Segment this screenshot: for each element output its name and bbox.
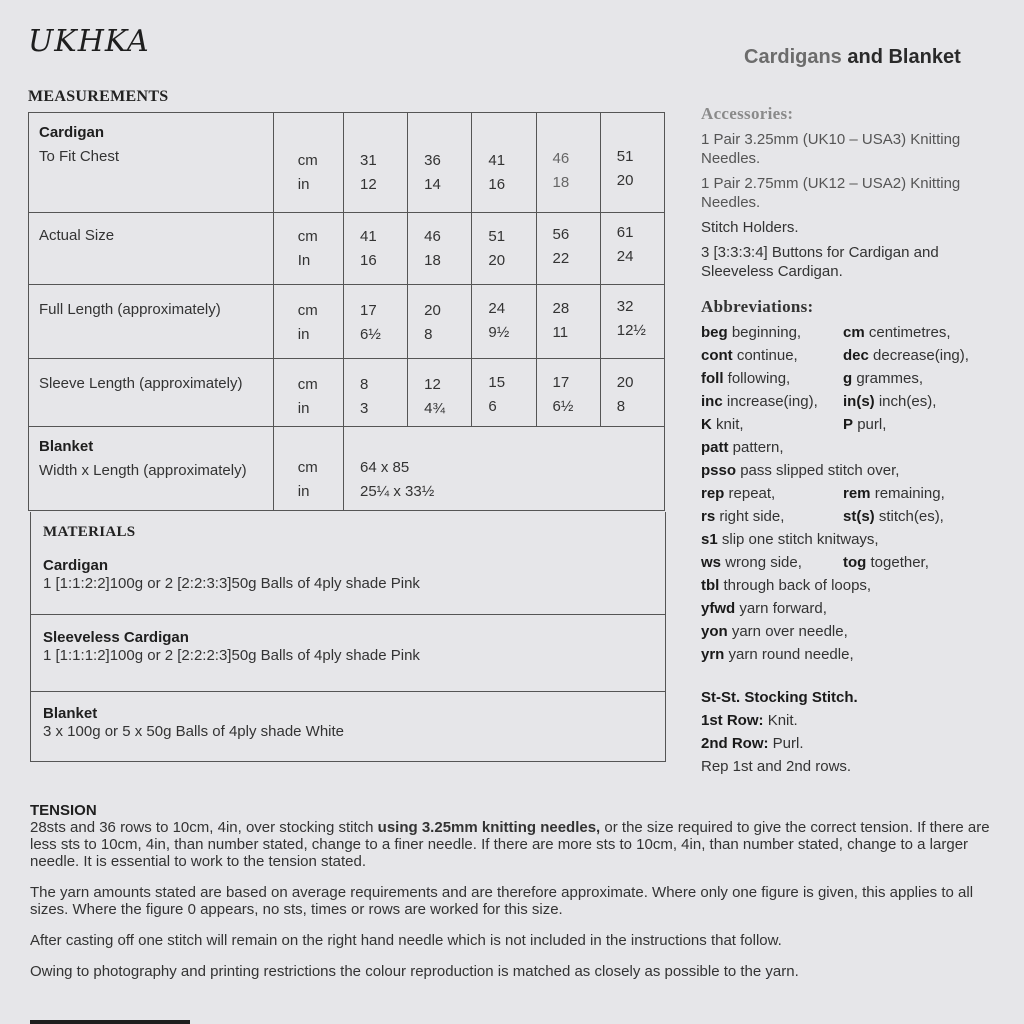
abbr-term: beg [701,324,728,341]
abbr-definition: knit, [716,416,744,433]
abbreviation-row [701,505,1001,528]
row-label [29,213,274,285]
material-title: Blanket [43,705,98,722]
tension-text: 28sts and 36 rows to 10cm, 4in, over stocking stitch [30,819,378,836]
accessory-item: 1 Pair 2.75mm (UK12 – USA2) Knitting Needles. [701,175,961,211]
accessory-item: 3 [3:3:3:4] Buttons for Cardigan and Sleeveless Cardigan. [701,244,939,280]
yarn-amount-note: The yarn amounts stated are based on average requirements and are therefore approximate. Where only one figure is given, this applies to all sizes. Where the figure 0 appears, no sts, times or rows are worked for this size. [30,884,974,918]
value-cm: 46 [424,228,441,245]
table-row [29,359,665,427]
value-cm: 31 [359,152,377,169]
abbr-term: g [843,370,853,387]
value-cm: 41 [488,152,506,169]
accessories-heading: Accessories: [701,104,794,123]
accessory-item: Stitch Holders. [701,219,799,236]
value-in: 12 [359,176,377,193]
abbr-definition: yarn round needle, [728,646,854,663]
abbreviation-row [701,574,1001,597]
unit-in: in [297,400,310,417]
unit-in: In [297,252,311,269]
value-cm: 20 [616,374,634,391]
row1-label: 1st Row: [701,712,764,729]
abbr-term: P [843,416,854,433]
abbr-definition: yarn forward, [739,600,827,617]
abbreviation-row [701,390,1001,413]
value-cell [408,113,472,213]
unit-cell [273,213,343,285]
value-cell [408,285,472,359]
abbr-term: yfwd [701,600,736,617]
value-cm: 51 [488,228,506,245]
abbr-definition: repeat, [728,485,776,502]
unit-in: in [297,483,310,500]
value-in: 16 [359,252,377,269]
value-in: 25¼ x 33½ [359,483,435,500]
value-cell [600,285,664,359]
abbr-term: yrn [701,646,725,663]
value-cell [343,427,664,511]
unit-cell [273,427,343,511]
value-in: 3 [359,400,369,417]
document-title-part1: Cardigans [744,46,842,68]
abbr-term: rs [701,508,716,525]
abbr-definition: inch(es), [878,393,937,410]
brand-logo: UKHKA [28,24,150,59]
abbr-definition: together, [870,554,929,571]
value-cell [343,113,407,213]
abbr-term: in(s) [843,393,875,410]
row-label-bold: Cardigan [39,124,105,141]
value-in: 8 [424,326,433,343]
row-label [29,113,274,213]
abbr-term: cont [701,347,733,364]
abbr-definition: slip one stitch knitways, [721,531,879,548]
abbreviation-row [701,482,1001,505]
value-cell [536,213,600,285]
measurements-heading: MEASUREMENTS [28,88,169,105]
row-label-text: Actual Size [39,227,115,244]
value-in: 6½ [552,398,574,415]
measurements-table [28,112,665,511]
value-cm: 12 [424,376,441,393]
abbr-definition: through back of loops, [723,577,872,594]
value-cm: 20 [424,302,441,319]
materials-section [31,692,665,762]
abbr-definition: continue, [736,347,798,364]
value-in: 18 [552,174,570,191]
value-cell [536,285,600,359]
value-cm: 64 x 85 [359,459,410,476]
value-in: 9½ [488,324,510,341]
abbr-definition: decrease(ing), [873,347,969,364]
abbr-term: tbl [701,577,720,594]
abbr-term: patt [701,439,729,456]
footer-rule [30,1020,190,1024]
tension-paragraph [30,819,990,870]
material-text: 1 [1:1:1:2]100g or 2 [2:2:2:3]50g Balls of 4ply shade Pink [43,647,420,664]
unit-cm: cm [297,152,318,169]
value-in: 18 [424,252,441,269]
unit-in: in [297,176,310,193]
value-cm: 17 [359,302,377,319]
row-label-bold: Blanket [39,438,94,455]
abbr-definition: beginning, [731,324,802,341]
abbr-definition: remaining, [874,485,945,502]
unit-cm: cm [297,228,318,245]
value-cm: 36 [424,152,441,169]
value-in: 6 [488,398,497,415]
abbr-term: cm [843,324,865,341]
abbr-definition: increase(ing), [726,393,818,410]
value-in: 6½ [359,326,381,343]
abbreviation-row [701,643,1001,666]
abbr-term: rem [843,485,871,502]
row-label-text: Full Length (approximately) [39,301,221,318]
abbreviation-row [701,413,1001,436]
abbr-definition: centimetres, [868,324,951,341]
abbr-definition: pass slipped stitch over, [740,462,900,479]
abbr-definition: wrong side, [725,554,802,571]
abbreviation-row [701,344,1001,367]
right-column [701,104,1001,778]
abbr-term: st(s) [843,508,875,525]
value-cell [408,213,472,285]
value-cm: 46 [552,150,570,167]
row1-text: Knit. [767,712,798,729]
materials-box [30,512,666,762]
value-cm: 61 [616,224,634,241]
value-cell [472,359,536,427]
row-label [29,285,274,359]
document-title [744,46,961,69]
value-in: 20 [616,172,634,189]
abbr-term: inc [701,393,723,410]
abbr-term: ws [701,554,722,571]
abbreviation-row [701,620,1001,643]
value-in: 20 [488,252,506,269]
material-title: Sleeveless Cardigan [43,629,189,646]
table-row [29,113,665,213]
value-in: 8 [616,398,626,415]
materials-section [31,512,665,615]
value-cm: 28 [552,300,570,317]
abbreviation-row [701,597,1001,620]
row2-text: Purl. [772,735,804,752]
abbr-term: s1 [701,531,718,548]
unit-in: in [297,326,310,343]
abbreviation-row [701,436,1001,459]
unit-cm: cm [297,302,318,319]
abbr-term: psso [701,462,737,479]
material-text: 3 x 100g or 5 x 50g Balls of 4ply shade White [43,723,345,740]
table-row [29,427,665,511]
abbr-definition: yarn over needle, [731,623,848,640]
abbr-term: rep [701,485,725,502]
accessory-item: 1 Pair 3.25mm (UK10 – USA3) Knitting Needles. [701,131,961,167]
tension-text: or the size required to give the correct tension. If there are less sts to 10cm, 4in, than number stated, change to a finer needle. If there are more sts to 10cm, 4in, than number stated, change to a larger needle. It is essential to work to the tension stated. [30,819,990,870]
value-cm: 8 [359,376,369,393]
table-row [29,213,665,285]
value-in: 4¾ [424,400,446,417]
abbreviation-row [701,367,1001,390]
material-text: 1 [1:1:2:2]100g or 2 [2:2:3:3]50g Balls of 4ply shade Pink [43,575,420,592]
abbreviation-row [701,528,1001,551]
value-cell [600,359,664,427]
value-cell [600,113,664,213]
unit-cell [273,359,343,427]
abbr-definition: pattern, [732,439,784,456]
abbreviation-row [701,459,1001,482]
casting-off-note: After casting off one stitch will remain on the right hand needle which is not included in the instructions that follow. [30,932,782,949]
stocking-stitch-title: St-St. Stocking Stitch. [701,689,858,706]
value-cm: 15 [488,374,506,391]
value-cell [472,113,536,213]
abbr-definition: stitch(es), [878,508,944,525]
value-in: 22 [552,250,570,267]
unit-cell [273,285,343,359]
abbr-definition: following, [727,370,791,387]
abbr-term: dec [843,347,869,364]
material-title: Cardigan [43,557,109,574]
abbreviation-row [701,321,1001,344]
abbr-term: foll [701,370,724,387]
value-cell [536,113,600,213]
value-in: 14 [424,176,441,193]
abbreviations-heading: Abbreviations: [701,297,814,316]
value-cm: 56 [552,226,570,243]
colour-note: Owing to photography and printing restrictions the colour reproduction is matched as closely as possible to the yarn. [30,963,799,980]
abbr-definition: right side, [719,508,785,525]
value-cell [472,213,536,285]
value-in: 24 [616,248,634,265]
tension-section [30,802,990,980]
row-label [29,359,274,427]
tension-heading: TENSION [30,802,97,819]
value-cell [600,213,664,285]
row-label [29,427,274,511]
abbreviation-row [701,551,1001,574]
abbr-definition: grammes, [856,370,924,387]
document-title-part2: and Blanket [847,46,961,68]
row-label-text: To Fit Chest [39,148,120,165]
value-cell [343,285,407,359]
tension-needle-size: using 3.25mm knitting needles, [377,819,601,836]
abbr-definition: purl, [857,416,887,433]
value-cell [343,213,407,285]
unit-cell [273,113,343,213]
row-label-text: Sleeve Length (approximately) [39,375,243,392]
materials-heading: MATERIALS [43,524,136,540]
unit-cm: cm [297,459,318,476]
row2-label: 2nd Row: [701,735,769,752]
stocking-stitch-block [701,686,1001,778]
value-cell [536,359,600,427]
value-cm: 51 [616,148,634,165]
value-cm: 24 [488,300,506,317]
row-label-text: Width x Length (approximately) [39,462,247,479]
value-in: 16 [488,176,506,193]
materials-section [31,615,665,692]
repeat-text: Rep 1st and 2nd rows. [701,758,852,775]
value-cm: 32 [616,298,634,315]
value-cell [472,285,536,359]
value-in: 11 [552,324,569,341]
unit-cm: cm [297,376,318,393]
value-in: 12½ [616,322,646,339]
value-cell [343,359,407,427]
value-cm: 17 [552,374,570,391]
abbr-term: yon [701,623,728,640]
abbr-term: K [701,416,712,433]
value-cm: 41 [359,228,377,245]
table-row [29,285,665,359]
value-cell [408,359,472,427]
abbr-term: tog [843,554,867,571]
